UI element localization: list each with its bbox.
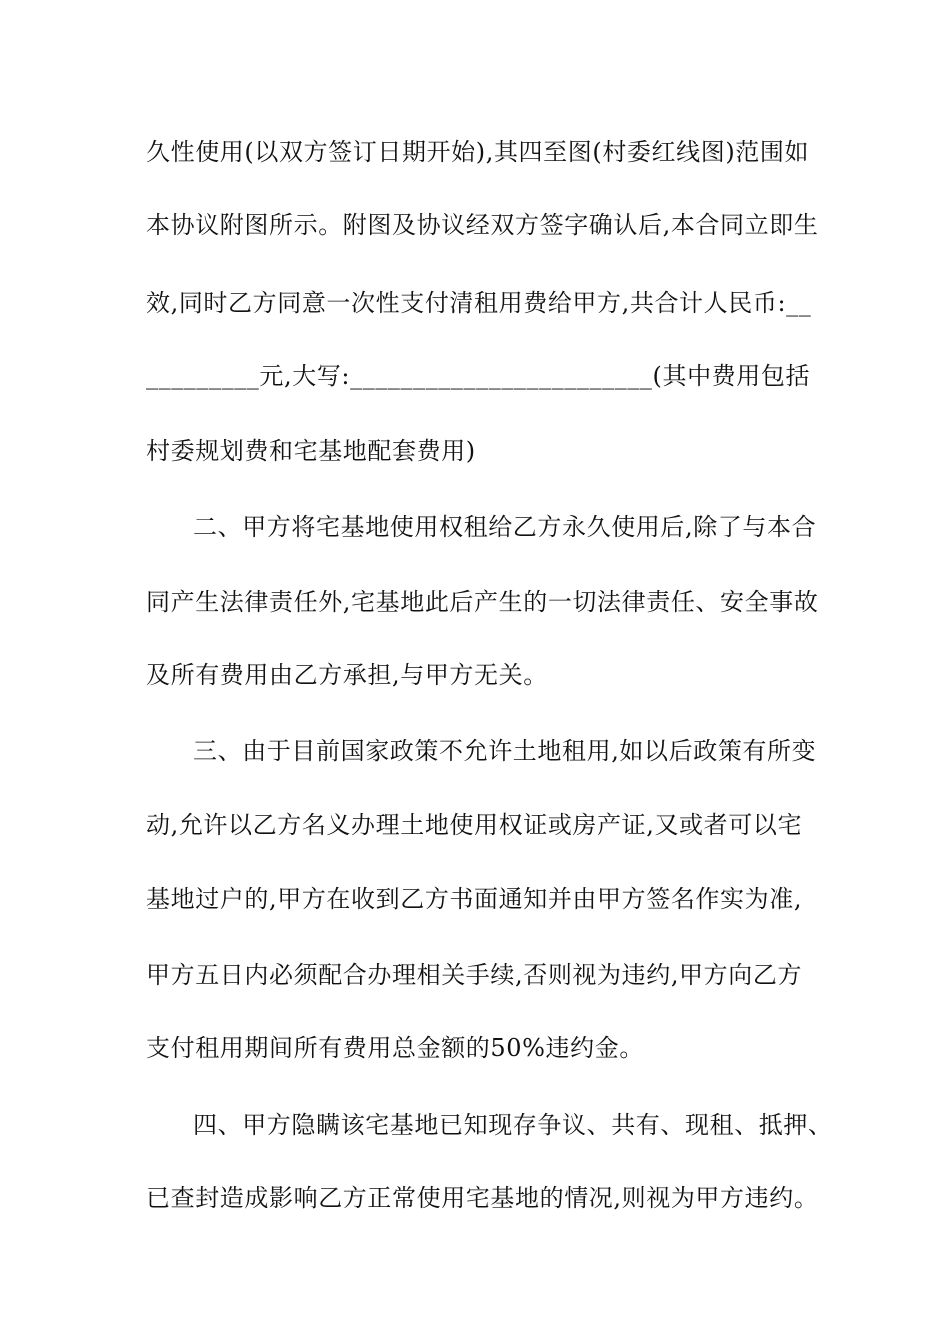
text-line: 支付租用期间所有费用总金额的50%违约金。 (146, 1034, 644, 1062)
text-line: 及所有费用由乙方承担,与甲方无关。 (146, 661, 548, 689)
paragraph-2-start: 二、甲方将宅基地使用权租给乙方永久使用后,除了与本合 (193, 513, 817, 541)
paragraph-4-start: 四、甲方隐瞒该宅基地已知现存争议、共有、现租、抵押、 (193, 1111, 833, 1139)
text-line: 动,允许以乙方名义办理土地使用权证或房产证,又或者可以宅 (146, 811, 803, 839)
text-line: 村委规划费和宅基地配套费用) (146, 437, 476, 465)
text-line: 已查封造成影响乙方正常使用宅基地的情况,则视为甲方违约。 (146, 1184, 819, 1212)
text-line: 效,同时乙方同意一次性支付清租用费给甲方,共合计人民币:__ (146, 289, 812, 317)
paragraph-3-start: 三、由于目前国家政策不允许土地租用,如以后政策有所变 (193, 737, 817, 765)
text-line: 同产生法律责任外,宅基地此后产生的一切法律责任、安全事故 (146, 588, 819, 616)
text-line: 本协议附图所示。附图及协议经双方签字确认后,本合同立即生 (146, 211, 819, 239)
text-line: 基地过户的,甲方在收到乙方书面通知并由甲方签名作实为准, (146, 885, 803, 913)
text-line: 久性使用(以双方签订日期开始),其四至图(村委红线图)范围如 (146, 138, 810, 166)
text-line: 甲方五日内必须配合办理相关手续,否则视为违约,甲方向乙方 (146, 961, 803, 989)
text-line: _________元,大写:________________________(其中费用包括 (146, 362, 811, 390)
